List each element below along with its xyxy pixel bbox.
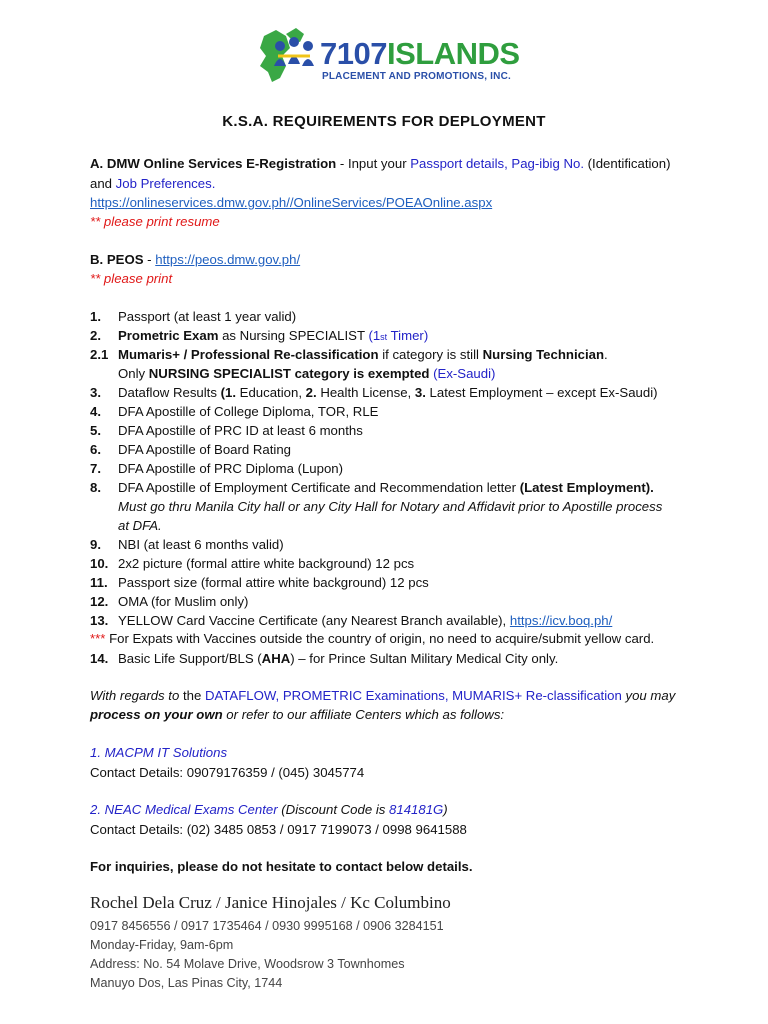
item-bold: NURSING SPECIALIST category is exempted — [148, 366, 430, 381]
section-a-ident: (Identification) — [584, 156, 671, 171]
item-number: 8. — [90, 480, 101, 495]
contact-phones: 0917 8456556 / 0917 1735464 / 0930 9995168 / 0906 3284151 — [90, 919, 444, 933]
item-number: 6. — [90, 442, 101, 457]
contact-names: Rochel Dela Cruz / Janice Hinojales / Kc Columbino — [90, 893, 451, 912]
company-logo — [256, 26, 526, 86]
section-a-job-pref: Job Preferences. — [115, 176, 216, 191]
regards-line-2 — [90, 705, 720, 724]
section-b-note: ** please print — [90, 271, 173, 286]
item-text: Passport (at least 1 year valid) — [118, 309, 297, 324]
item-bold: (Latest Employment). — [519, 480, 654, 495]
item-bold: Mumaris+ / Professional Re-classification — [118, 347, 379, 362]
item-number: 1. — [90, 309, 101, 324]
section-a-and: and — [90, 176, 116, 191]
regards-rest: or refer to our affiliate Centers which as follows: — [222, 707, 505, 722]
item-number: 13. — [90, 613, 109, 628]
section-a-note: ** please print resume — [90, 214, 220, 229]
regards-bold: process on your own — [90, 707, 223, 722]
list-item — [90, 326, 428, 347]
regards-d: you may — [621, 688, 676, 703]
expats-text: For Expats with Vaccines outside the country of origin, no need to acquire/submit yellow card. — [105, 631, 655, 646]
section-b-line-1 — [90, 250, 720, 269]
regards-b: the — [179, 688, 205, 703]
regards-a: With regards to — [90, 688, 180, 703]
list-item — [90, 554, 414, 573]
item-text: NBI (at least 6 months valid) — [118, 537, 284, 552]
inquiries-heading: For inquiries, please do not hesitate to contact below details. — [90, 859, 473, 874]
item-number: 2.1 — [90, 347, 109, 362]
section-a-passport: Passport details, Pag-ibig No. — [410, 156, 584, 171]
section-a-line-1 — [90, 154, 720, 173]
logo-brand-word: ISLANDS — [386, 36, 520, 71]
list-item — [90, 611, 612, 630]
item-text: Passport size (formal attire white background) 12 pcs — [118, 575, 429, 590]
item-bold-1: (1. — [220, 385, 236, 400]
center-2-disc-pre: (Discount Code is — [277, 802, 390, 817]
item-text: YELLOW Card Vaccine Certificate (any Nearest Branch available), — [118, 613, 510, 628]
list-item — [90, 478, 654, 497]
item-text-2: Health License, — [316, 385, 415, 400]
center-2-contact: Contact Details: (02) 3485 0853 / 0917 7199073 / 0998 9641588 — [90, 822, 467, 837]
contact-address-1: Address: No. 54 Molave Drive, Woodsrow 3 Townhomes — [90, 957, 405, 971]
section-a-line-3 — [90, 193, 720, 212]
item-end: ) – for Prince Sultan Military Medical City only. — [290, 651, 559, 666]
item-8-note-cont: at DFA. — [118, 518, 162, 533]
center-2-name: 2. NEAC Medical Exams Center — [90, 802, 278, 817]
discount-code: 814181G — [389, 802, 444, 817]
list-item — [90, 421, 363, 440]
item-text: if category is still — [378, 347, 483, 362]
center-2-line — [90, 800, 720, 819]
item-number: 2. — [90, 328, 101, 343]
item-bold-2: 2. — [305, 385, 317, 400]
item-text: DFA Apostille of College Diploma, TOR, RLE — [118, 404, 379, 419]
item-text: Basic Life Support/BLS ( — [118, 651, 262, 666]
item-blue-post: Timer) — [387, 328, 429, 343]
logo-brand-number: 7107 — [320, 36, 387, 71]
item-end: . — [604, 347, 608, 362]
section-b-heading: B. PEOS — [90, 252, 144, 267]
list-item — [90, 383, 658, 402]
regards-c: DATAFLOW, PROMETRIC Examinations, MUMARIS+ Re-classification — [204, 688, 622, 703]
item-number: 7. — [90, 461, 101, 476]
item-number: 4. — [90, 404, 101, 419]
item-text-3: Latest Employment – except Ex-Saudi) — [425, 385, 658, 400]
center-2-disc-post: ) — [443, 802, 448, 817]
item-bold-3: 3. — [414, 385, 426, 400]
item-blue — [368, 328, 428, 343]
contact-hours: Monday-Friday, 9am-6pm — [90, 938, 234, 952]
item-blue-sup: st — [380, 332, 388, 342]
item-text: DFA Apostille of PRC Diploma (Lupon) — [118, 461, 344, 476]
center-1-contact: Contact Details: 09079176359 / (045) 3045774 — [90, 765, 365, 780]
item-text: OMA (for Muslim only) — [118, 594, 249, 609]
regards-line-1 — [90, 686, 720, 705]
item-8-note: Must go thru Manila City hall or any City Hall for Notary and Affidavit prior to Apostille process — [118, 499, 663, 514]
item-blue-pre: (1 — [368, 328, 381, 343]
item-text: DFA Apostille of Employment Certificate and Recommendation letter — [118, 480, 520, 495]
people-archipelago-logo-icon — [256, 26, 326, 86]
list-item — [90, 364, 495, 383]
contact-address-2: Manuyo Dos, Las Pinas City, 1744 — [90, 976, 283, 990]
expats-stars: *** — [90, 631, 106, 646]
section-a-sep: - Input your — [336, 156, 411, 171]
item-text: 2x2 picture (formal attire white background) 12 pcs — [118, 556, 415, 571]
item-number: 10. — [90, 556, 109, 571]
section-b-sep: - — [143, 252, 156, 267]
list-item — [90, 440, 291, 459]
section-a-heading: A. DMW Online Services E-Registration — [90, 156, 337, 171]
section-a-line-2 — [90, 174, 720, 193]
list-item — [90, 649, 558, 668]
item-bold-2: Nursing Technician — [482, 347, 605, 362]
icv-boq-link[interactable]: https://icv.boq.ph/ — [509, 613, 613, 628]
page-title: K.S.A. REQUIREMENTS FOR DEPLOYMENT — [222, 113, 546, 130]
logo-subtitle: PLACEMENT AND PROMOTIONS, INC. — [322, 71, 511, 82]
item-text: DFA Apostille of PRC ID at least 6 months — [118, 423, 363, 438]
list-item — [90, 459, 343, 478]
list-item — [90, 535, 284, 554]
peos-link[interactable]: https://peos.dmw.gov.ph/ — [155, 252, 301, 267]
logo-brand-text — [320, 38, 520, 70]
item-number: 3. — [90, 385, 101, 400]
item-number: 11. — [90, 575, 108, 590]
item-pre: Dataflow Results — [118, 385, 221, 400]
item-bold: Prometric Exam — [118, 328, 219, 343]
item-text-1: Education, — [236, 385, 306, 400]
list-item — [90, 345, 608, 364]
item-number: 12. — [90, 594, 109, 609]
list-item — [90, 307, 296, 326]
list-item — [90, 402, 378, 421]
item-number: 14. — [90, 651, 109, 666]
list-item — [90, 592, 248, 611]
dmw-registration-link[interactable]: https://onlineservices.dmw.gov.ph//OnlineServices/POEAOnline.aspx — [90, 195, 493, 210]
item-pre: Only — [118, 366, 149, 381]
item-text: as Nursing SPECIALIST — [218, 328, 369, 343]
item-number: 5. — [90, 423, 101, 438]
item-bold: AHA — [261, 651, 291, 666]
expats-note — [90, 629, 654, 648]
item-number: 9. — [90, 537, 101, 552]
item-text: DFA Apostille of Board Rating — [118, 442, 292, 457]
center-1-name: 1. MACPM IT Solutions — [90, 745, 228, 760]
item-blue: (Ex-Saudi) — [429, 366, 496, 381]
list-item — [90, 573, 429, 592]
